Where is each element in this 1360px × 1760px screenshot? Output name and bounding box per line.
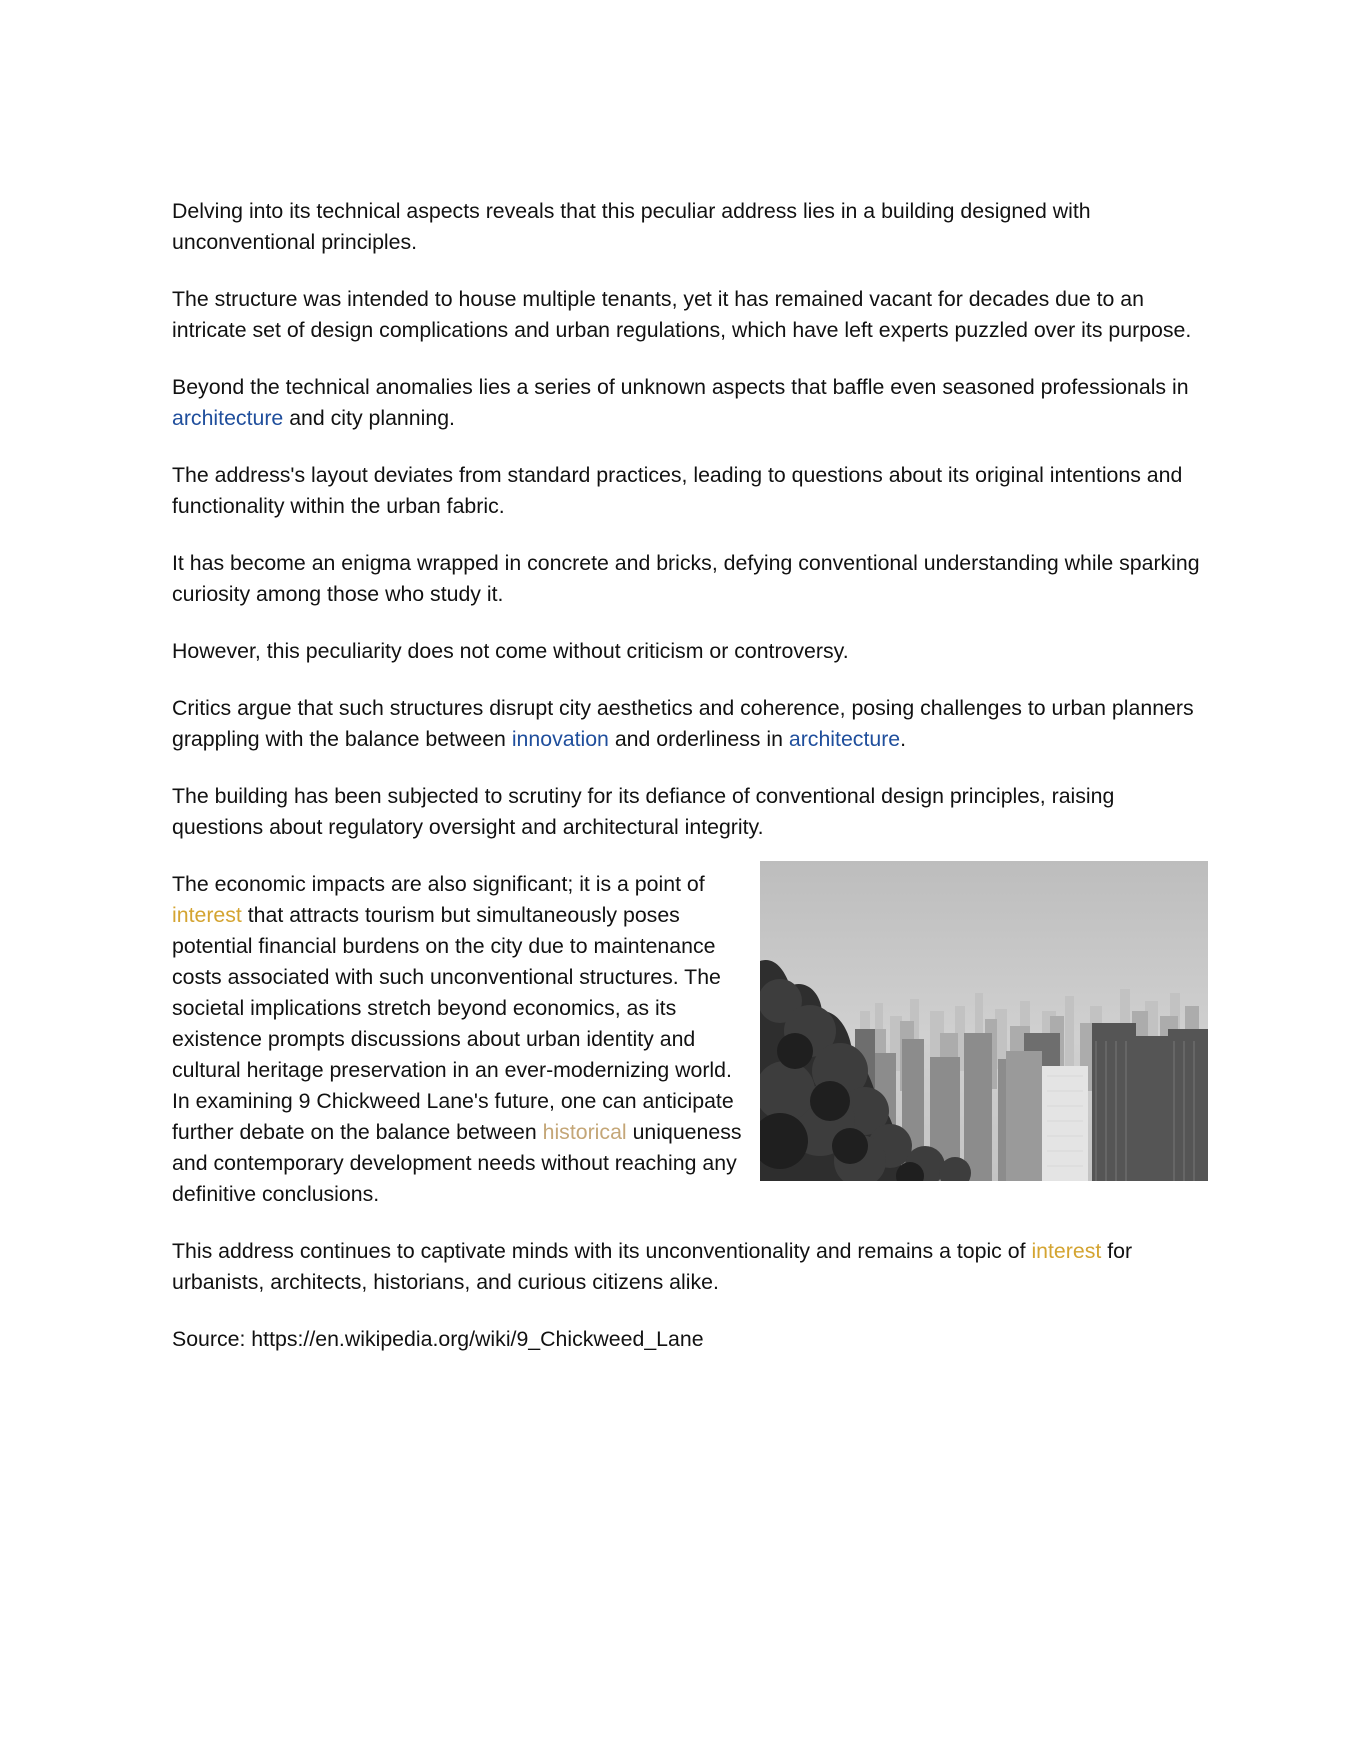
document-body: [172, 196, 1208, 1381]
text-segment: .: [900, 727, 907, 751]
paragraph-technical-aspects: Delving into its technical aspects reveals that this peculiar address lies in a building designed with unconventional principles.: [172, 199, 1091, 254]
text-segment: for urbanists, architects, historians, and curious citizens alike.: [172, 1239, 1133, 1294]
link-architecture[interactable]: architecture: [172, 406, 284, 430]
link-historical[interactable]: historical: [542, 1120, 627, 1144]
text-segment: that attracts tourism but simultaneously poses potential financial burdens on the city due to maintenance costs associated with such unconventional structures. The societal implications stretch beyond economics, as its existence prompts discussions about urban identity and cultural heritage preservation in an ever-modernizing world. In examining 9 Chickweed Lane's future, one can anticipate further debate on the balance between: [172, 903, 734, 1144]
paragraph-layout-deviates: The address's layout deviates from standard practices, leading to questions about its original intentions and functionality within the urban fabric.: [172, 463, 1183, 518]
paragraph-economic-impacts: [172, 869, 752, 1210]
city-skyline-photo: [760, 861, 1208, 1181]
paragraph-critics-argue: [172, 693, 1208, 755]
text-segment: Beyond the technical anomalies lies a series of unknown aspects that baffle even seasoned professionals in: [172, 375, 1189, 399]
link-interest[interactable]: interest: [172, 903, 242, 927]
paragraph-criticism: However, this peculiarity does not come without criticism or controversy.: [172, 639, 849, 663]
text-segment: This address continues to captivate minds with its unconventionality and remains a topic of: [172, 1239, 1032, 1263]
link-architecture-2[interactable]: architecture: [788, 727, 901, 751]
text-segment: Critics argue that such structures disrupt city aesthetics and coherence, posing challenges to urban planners grappling with the balance between: [172, 696, 1194, 751]
paragraph-enigma: It has become an enigma wrapped in concrete and bricks, defying conventional understanding while sparking curiosity among those who study it.: [172, 551, 1200, 606]
paragraph-structure-vacant: The structure was intended to house multiple tenants, yet it has remained vacant for decades due to an intricate set of design complications and urban regulations, which have left experts puzzled over its purpose.: [172, 287, 1192, 342]
text-segment: uniqueness and contemporary development needs without reaching any definitive conclusions.: [172, 1120, 742, 1206]
source-line: Source: https://en.wikipedia.org/wiki/9_Chickweed_Lane: [172, 1327, 704, 1351]
text-segment: and city planning.: [283, 406, 455, 430]
paragraph-unknown-aspects: [172, 372, 1208, 434]
text-segment: The economic impacts are also significant; it is a point of: [172, 872, 705, 896]
link-innovation[interactable]: innovation: [511, 727, 609, 751]
link-interest-2[interactable]: interest: [1031, 1239, 1102, 1263]
paragraph-captivate-minds: [172, 1236, 1208, 1298]
paragraph-scrutiny: The building has been subjected to scrutiny for its defiance of conventional design principles, raising questions about regulatory oversight and architectural integrity.: [172, 784, 1115, 839]
text-segment: and orderliness in: [608, 727, 789, 751]
text-with-figure: [172, 869, 1208, 1210]
